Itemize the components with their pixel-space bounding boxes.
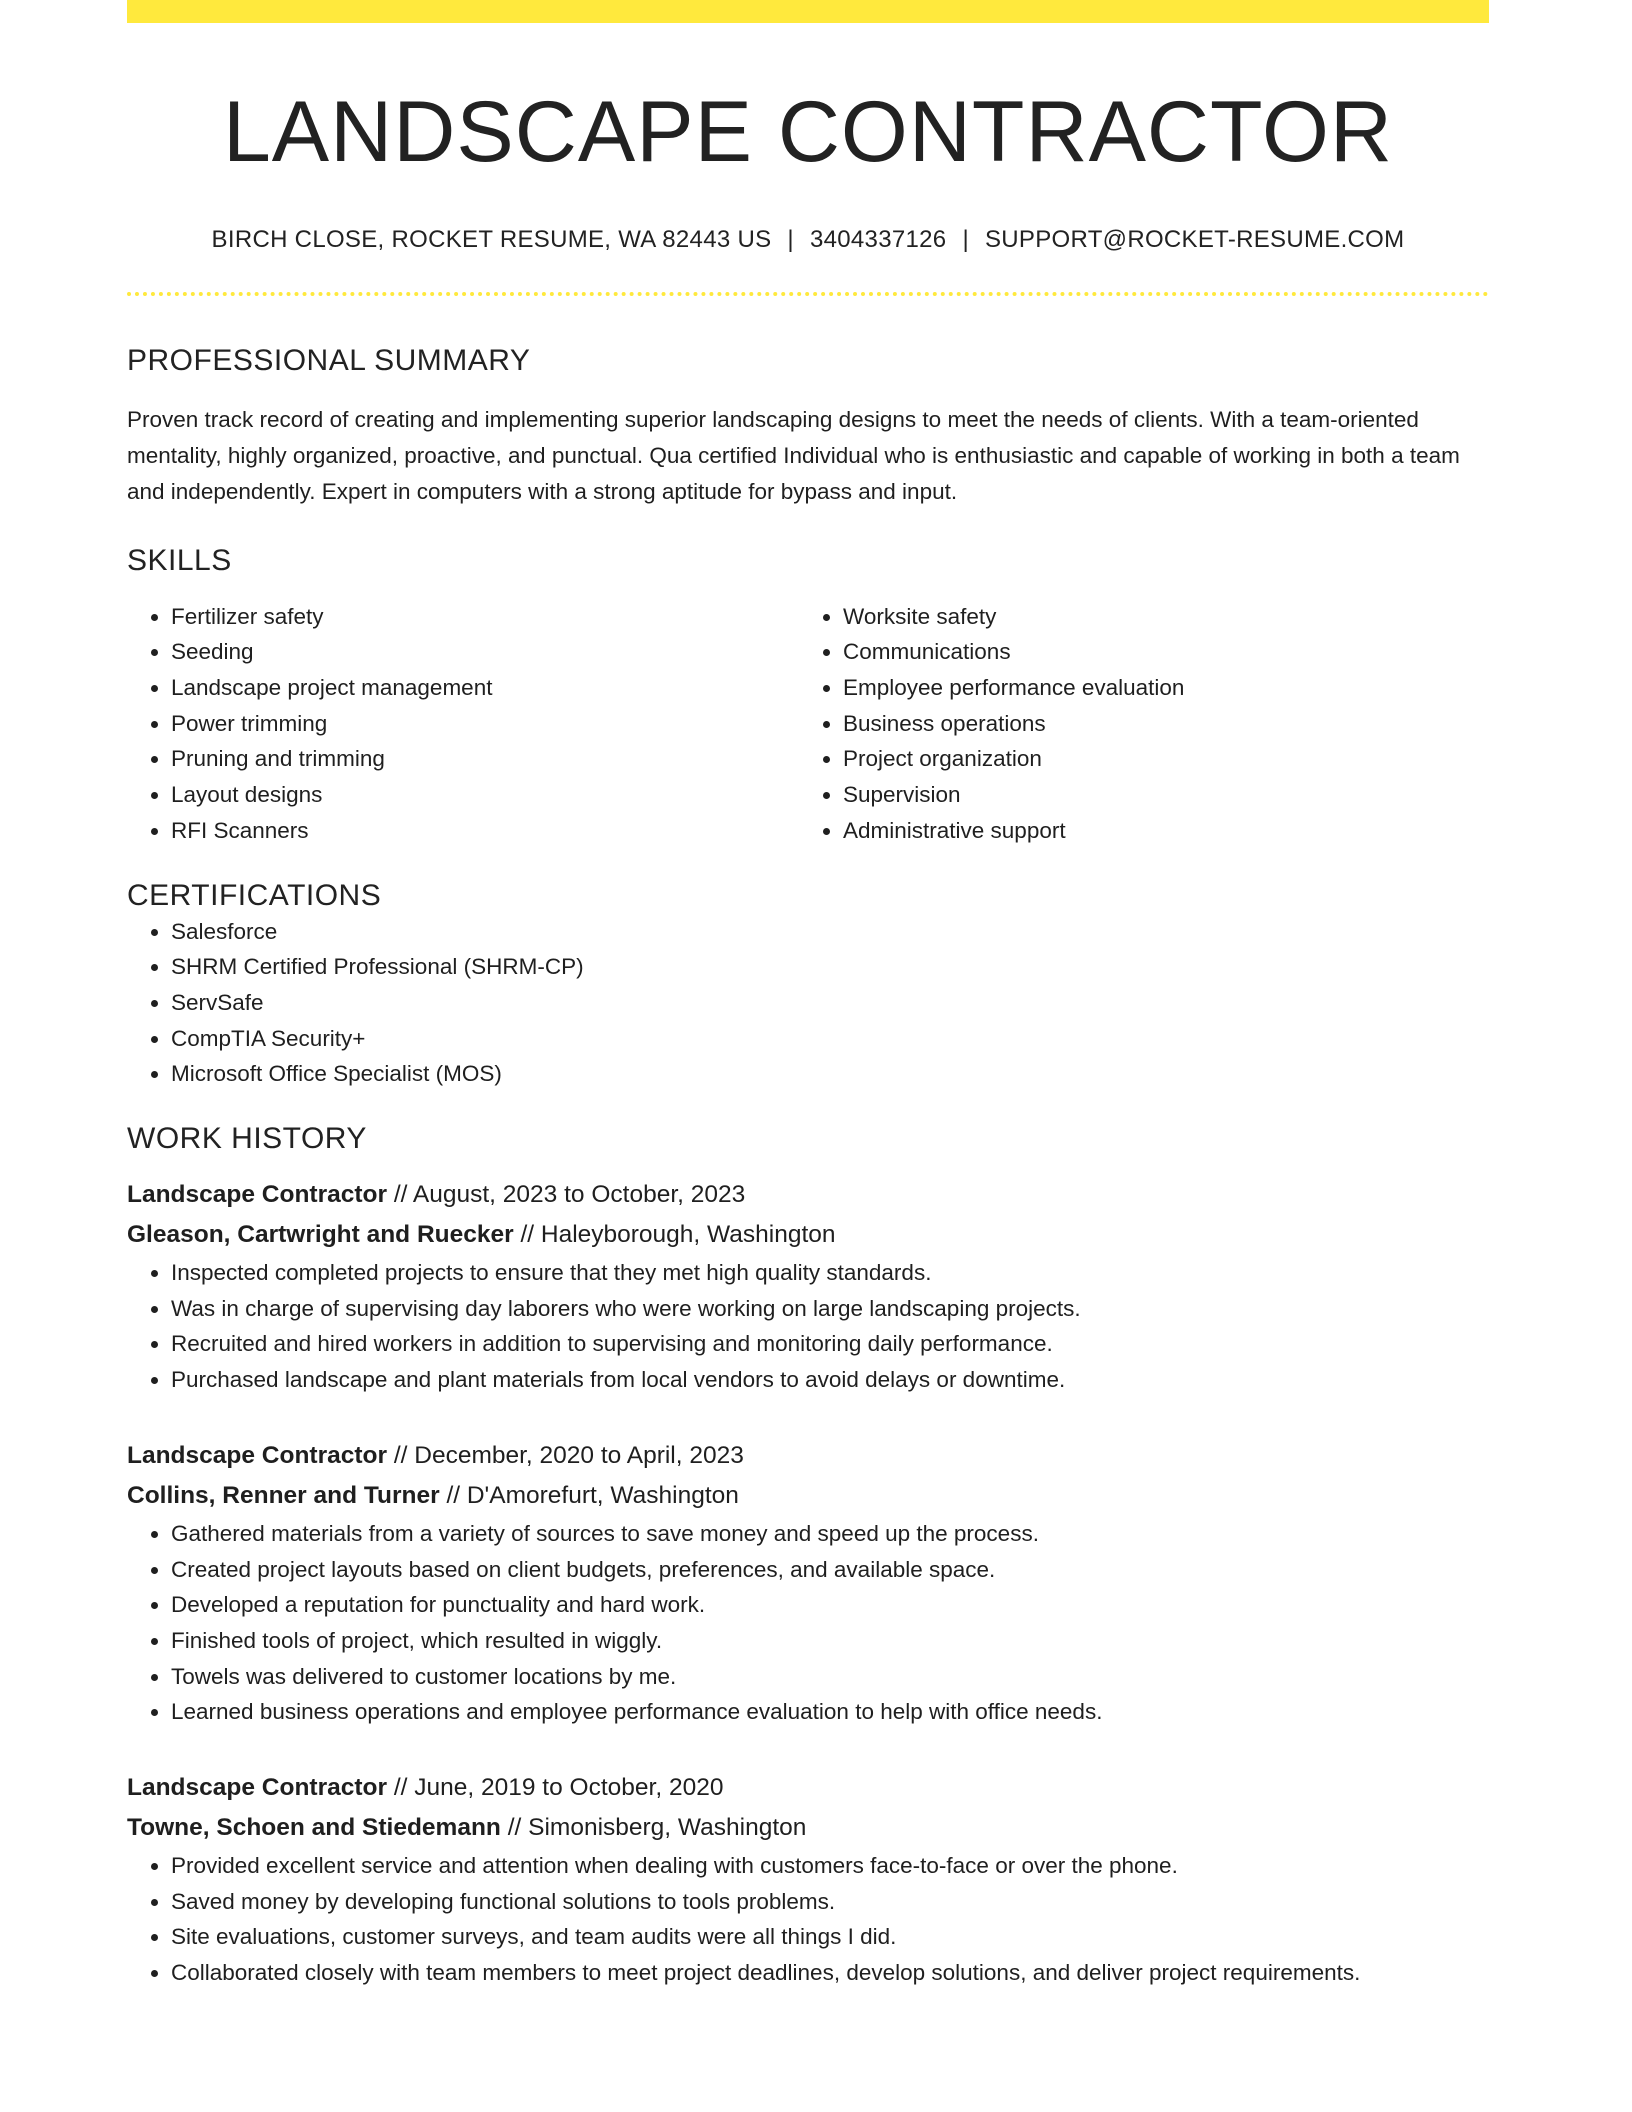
skills-heading: SKILLS [127, 543, 232, 577]
summary-heading: PROFESSIONAL SUMMARY [127, 343, 531, 377]
skills-grid [127, 599, 1489, 849]
job-role: Landscape Contractor [127, 1441, 388, 1469]
job-title-line [127, 1436, 1489, 1476]
job-title-line [127, 1175, 1489, 1215]
skills-column-right [799, 599, 1471, 849]
job-entry [127, 1768, 1489, 1991]
certification-item: • CompTIA Security+ [171, 1021, 1489, 1057]
job-duties-list [127, 1255, 1489, 1398]
job-dates: // December, 2020 to April, 2023 [387, 1441, 744, 1469]
job-role: Landscape Contractor [127, 1774, 388, 1802]
skill-item: • Supervision [843, 777, 1471, 813]
job-duty: • Learned business operations and employee performance evaluation to help with office needs. [171, 1694, 1489, 1730]
job-duty: • Was in charge of supervising day laborers who were working on large landscaping projects. [171, 1291, 1489, 1327]
skill-item: • Power trimming [171, 706, 799, 742]
job-duty: • Finished tools of project, which resulted in wiggly. [171, 1623, 1489, 1659]
contact-email[interactable]: SUPPORT@ROCKET-RESUME.COM [984, 225, 1405, 253]
contact-phone[interactable]: 3404337126 [809, 225, 947, 253]
skill-item: • Seeding [171, 634, 799, 670]
job-company-line [127, 1215, 1489, 1255]
certification-item: • ServSafe [171, 985, 1489, 1021]
skill-item: • Landscape project management [171, 670, 799, 706]
certifications-list [127, 914, 1489, 1093]
skills-list-left [127, 599, 799, 849]
certifications-heading: CERTIFICATIONS [127, 878, 382, 912]
job-duties-list [127, 1516, 1489, 1730]
job-company: Collins, Renner and Turner [127, 1481, 440, 1509]
job-location: // D'Amorefurt, Washington [439, 1481, 739, 1509]
accent-top-bar [127, 0, 1489, 23]
skill-item: • Project organization [843, 741, 1471, 777]
skill-item: • Worksite safety [843, 599, 1471, 635]
job-duty: • Provided excellent service and attention when dealing with customers face-to-face or over the phone. [171, 1848, 1489, 1884]
skill-item: • Employee performance evaluation [843, 670, 1471, 706]
job-location: // Haleyborough, Washington [513, 1221, 836, 1249]
job-entry [127, 1436, 1489, 1730]
skill-item: • RFI Scanners [171, 813, 799, 849]
job-entry [127, 1175, 1489, 1398]
skills-list-right [799, 599, 1471, 849]
job-dates: // August, 2023 to October, 2023 [387, 1181, 746, 1209]
job-company-line [127, 1808, 1489, 1848]
dotted-divider [127, 292, 1489, 296]
summary-text: Proven track record of creating and implementing superior landscaping designs to meet the needs of clients. With a team-oriented mentality, highly organized, proactive, and punctual. Qua certified Individual who is enthusiastic and capable of working in both a team and independently. Expert in computers with a strong aptitude for bypass and input. [127, 406, 1460, 504]
job-duty: • Developed a reputation for punctuality and hard work. [171, 1587, 1489, 1623]
resume-name: LANDSCAPE CONTRACTOR [222, 84, 1394, 180]
job-company: Gleason, Cartwright and Ruecker [127, 1221, 514, 1249]
job-company-line [127, 1476, 1489, 1516]
skills-column-left [127, 599, 799, 849]
job-duty: • Collaborated closely with team members to meet project deadlines, develop solutions, and deliver project requirements. [171, 1955, 1489, 1991]
skill-item: • Business operations [843, 706, 1471, 742]
skill-item: • Administrative support [843, 813, 1471, 849]
job-role: Landscape Contractor [127, 1181, 388, 1209]
job-duty: • Site evaluations, customer surveys, and team audits were all things I did. [171, 1919, 1489, 1955]
job-location: // Simonisberg, Washington [500, 1814, 807, 1842]
certification-item: • Salesforce [171, 914, 1489, 950]
job-duty: • Gathered materials from a variety of sources to save money and speed up the process. [171, 1516, 1489, 1552]
job-duty: • Saved money by developing functional solutions to tools problems. [171, 1884, 1489, 1920]
certification-item: • Microsoft Office Specialist (MOS) [171, 1056, 1489, 1092]
contact-separator: | [962, 225, 969, 253]
job-duty: • Purchased landscape and plant materials from local vendors to avoid delays or downtime. [171, 1362, 1489, 1398]
job-title-line [127, 1768, 1489, 1808]
skill-item: • Pruning and trimming [171, 741, 799, 777]
job-dates: // June, 2019 to October, 2020 [387, 1774, 724, 1802]
job-duty: • Created project layouts based on client budgets, preferences, and available space. [171, 1552, 1489, 1588]
job-duty: • Recruited and hired workers in addition to supervising and monitoring daily performance. [171, 1326, 1489, 1362]
job-duty: • Inspected completed projects to ensure that they met high quality standards. [171, 1255, 1489, 1291]
job-duties-list [127, 1848, 1489, 1991]
contact-address: BIRCH CLOSE, ROCKET RESUME, WA 82443 US [211, 225, 772, 253]
contact-line [127, 226, 1489, 254]
skill-item: • Layout designs [171, 777, 799, 813]
job-company: Towne, Schoen and Stiedemann [127, 1814, 501, 1842]
work-history-heading: WORK HISTORY [127, 1122, 367, 1156]
certification-item: • SHRM Certified Professional (SHRM-CP) [171, 949, 1489, 985]
skill-item: • Communications [843, 634, 1471, 670]
skill-item: • Fertilizer safety [171, 599, 799, 635]
job-duty: • Towels was delivered to customer locations by me. [171, 1659, 1489, 1695]
contact-separator: | [787, 225, 794, 253]
resume-page [127, 0, 1489, 1991]
